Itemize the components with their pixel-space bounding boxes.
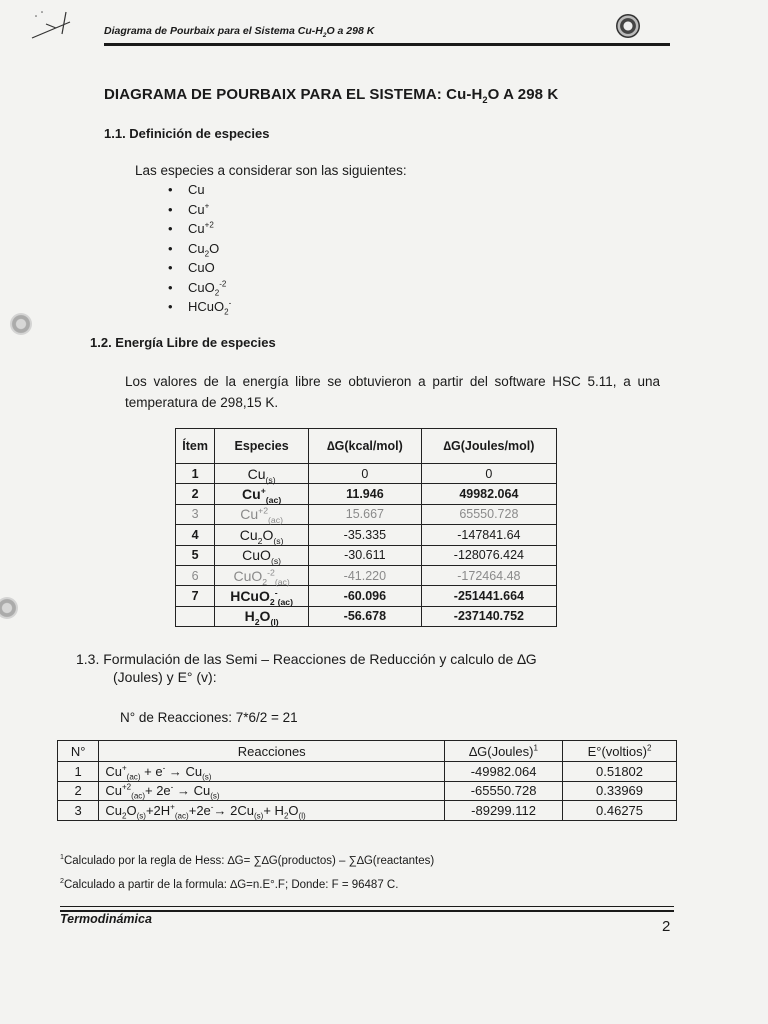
header-rule <box>104 43 670 46</box>
table-cell: HCuO$_2$-$_{(ac)}$ <box>215 586 309 606</box>
table-cell: -65550.728 <box>445 781 563 801</box>
table-cell: -41.220 <box>309 565 422 585</box>
table-cell: 0.51802 <box>563 762 677 782</box>
pen-scribble-mark <box>26 4 86 44</box>
species-list-item: • $Cu^{+2}$ <box>168 219 231 239</box>
species-list-item: • CuO$_2^{-2}$ <box>168 278 231 298</box>
table-row <box>58 762 677 782</box>
section-1-1-heading: 1.1. Definición de especies <box>104 126 270 141</box>
table-cell: $Cu_2O_{(s)}+2H^+_{(ac)}+2e^-\to 2Cu_{(s)}+ H_2O_{(l)}$ <box>99 801 445 821</box>
free-energy-table <box>175 428 557 627</box>
table-cell: $Cu^{+2}_{(ac)}+ 2e^- \to Cu_{(s)}$ <box>99 781 445 801</box>
table-cell: $Cu_{(s)}$ <box>215 464 309 484</box>
section-1-3-heading-continued: (Joules) y E° (v): <box>113 669 217 685</box>
running-header-title: Diagrama de Pourbaix para el Sistema $Cu-H_2O$ a 298 K <box>104 25 375 40</box>
species-list <box>168 180 231 317</box>
university-seal-icon <box>616 14 640 38</box>
table-cell: -49982.064 <box>445 762 563 782</box>
table-header-cell: ∆G(Joules/mol) <box>421 429 556 464</box>
table-row <box>176 606 557 626</box>
footer-rule-thick <box>60 910 674 912</box>
table-cell: 1 <box>176 464 215 484</box>
table-row <box>176 504 557 524</box>
table-cell: 3 <box>58 801 99 821</box>
species-list-item: • $Cu_2O$ <box>168 239 231 259</box>
table-cell: $Cu^+_{(ac)}$ <box>215 484 309 504</box>
table-cell: -172464.48 <box>421 565 556 585</box>
footer-course-name: Termodinámica <box>60 912 152 926</box>
table-header-cell: Ítem <box>176 429 215 464</box>
binder-hole-mark <box>10 313 32 335</box>
table-header-cell: Especies <box>215 429 309 464</box>
table-cell <box>176 606 215 626</box>
table-header-cell: Reacciones <box>99 741 445 762</box>
table-row <box>176 586 557 606</box>
table-cell: 0 <box>421 464 556 484</box>
table-cell: 5 <box>176 545 215 565</box>
table-cell: $Cu^{+2}_{(ac)}$ <box>215 504 309 524</box>
table-row <box>176 565 557 585</box>
table-cell: -89299.112 <box>445 801 563 821</box>
footer-rule <box>60 906 674 907</box>
table-cell: 3 <box>176 504 215 524</box>
species-list-item: • CuO <box>168 258 231 278</box>
species-list-item: • Cu <box>168 180 231 200</box>
table-cell: -30.611 <box>309 545 422 565</box>
table-cell: -251441.664 <box>421 586 556 606</box>
section-1-2-heading: 1.2. Energía Libre de especies <box>90 335 276 350</box>
table-row <box>176 464 557 484</box>
species-list-item: • HCuO$_2$- <box>168 297 231 317</box>
table-header-cell: E°(voltios)$^2$ <box>563 741 677 762</box>
table-cell: 4 <box>176 525 215 545</box>
table-cell: 6 <box>176 565 215 585</box>
table-cell: $Cu^+_{(ac)} + e^- \to Cu_{(s)}$ <box>99 762 445 782</box>
page-title: DIAGRAMA DE POURBAIX PARA EL SISTEMA: $Cu-H_2O$ A 298 K <box>104 86 559 105</box>
table-cell: 49982.064 <box>421 484 556 504</box>
table-cell: 11.946 <box>309 484 422 504</box>
binder-hole-mark <box>0 597 18 619</box>
table-row <box>176 545 557 565</box>
table-header-cell: ∆G(kcal/mol) <box>309 429 422 464</box>
table-cell: 1 <box>58 762 99 782</box>
table-row <box>176 484 557 504</box>
page-number: 2 <box>662 918 671 935</box>
table-cell: -56.678 <box>309 606 422 626</box>
table-header-cell: ∆G(Joules)$^1$ <box>445 741 563 762</box>
table-cell: -237140.752 <box>421 606 556 626</box>
reactions-table <box>57 740 677 821</box>
table-cell: 2 <box>58 781 99 801</box>
table-cell: -128076.424 <box>421 545 556 565</box>
table-cell: $H_2O_{(l)}$ <box>215 606 309 626</box>
table-row <box>58 781 677 801</box>
table-row <box>176 525 557 545</box>
table-cell: CuO$_{(s)}$ <box>215 545 309 565</box>
table-cell: $Cu_2O_{(s)}$ <box>215 525 309 545</box>
table-cell: 7 <box>176 586 215 606</box>
table-cell: 2 <box>176 484 215 504</box>
species-intro: Las especies a considerar son las siguientes: <box>135 163 407 178</box>
species-list-item: • Cu+ <box>168 200 231 220</box>
table-cell: -147841.64 <box>421 525 556 545</box>
table-cell: 0.46275 <box>563 801 677 821</box>
table-cell: -60.096 <box>309 586 422 606</box>
section-1-3-heading: 1.3. Formulación de las Semi – Reacciones de Reducción y calculo de ∆G <box>76 651 537 667</box>
footnote-2: $^2$Calculado a partir de la formula: ∆G=n.E°.F; Donde: F = 96487 C. <box>60 877 399 891</box>
table-cell: CuO$_2^{-2}_{(ac)}$ <box>215 565 309 585</box>
table-cell: 65550.728 <box>421 504 556 524</box>
energy-source-paragraph: Los valores de la energía libre se obtuvieron a partir del software HSC 5.11, a una temperatura de 298,15 K. <box>125 374 660 410</box>
table-cell: -35.335 <box>309 525 422 545</box>
table-row <box>58 801 677 821</box>
reaction-count: N° de Reacciones: 7*6/2 = 21 <box>120 710 298 725</box>
table-cell: 0 <box>309 464 422 484</box>
footnote-1: $^1$Calculado por la regla de Hess: ∆G= ∑∆G(productos) – ∑∆G(reactantes) <box>60 853 435 867</box>
table-cell: 15.667 <box>309 504 422 524</box>
table-header-cell: N° <box>58 741 99 762</box>
table-cell: 0.33969 <box>563 781 677 801</box>
